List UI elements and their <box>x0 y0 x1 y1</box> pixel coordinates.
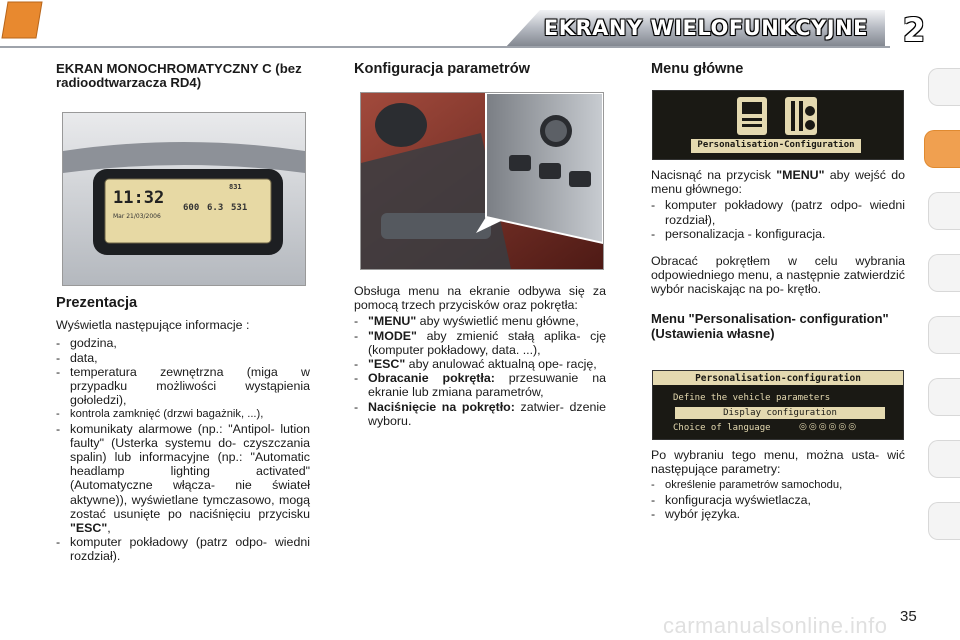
trip-value-2: 600 <box>183 203 200 213</box>
main-menu-screen <box>652 90 904 160</box>
parameters-list <box>651 478 905 521</box>
menu-option: Define the vehicle parameters <box>673 393 831 403</box>
chapter-tab[interactable] <box>928 316 960 354</box>
list-item: - konfiguracja wyświetlacza, <box>651 492 811 507</box>
screen-title: Personalisation-configuration <box>695 373 861 384</box>
list-item: - kontrola zamknięć (drzwi bagażnik, ...), <box>56 408 264 421</box>
buttons-list <box>354 314 606 428</box>
section-heading: EKRAN MONOCHROMATYCZNY C (bez radioodtwarzacza RD4) <box>56 61 302 90</box>
chapter-tab[interactable] <box>928 192 960 230</box>
paragraph: Obracać pokrętłem w celu wybrania odpowiedniego menu, a następnie zatwierdzić wybór naciskając na po- krętło. <box>651 254 905 297</box>
paragraph: Po wybraniu tego menu, można usta- wić następujące parametry: <box>651 448 905 477</box>
list-item: - "MODE" aby zmienić stałą aplika- cję (komputer pokładowy, data. ...), <box>354 328 606 357</box>
personalisation-screen <box>652 370 904 440</box>
display-photo <box>62 112 306 286</box>
list-item: - personalizacja - konfiguracja. <box>651 226 826 241</box>
presentation-section <box>56 296 310 564</box>
chapter-tabs <box>928 68 960 588</box>
trip-value-1: 831 <box>229 183 242 191</box>
subsection-title: Prezentacja <box>56 295 138 311</box>
menu-selection-label: Personalisation-Configuration <box>697 140 855 150</box>
menu-option-selected: Display configuration <box>723 408 837 418</box>
language-flags-icon: ◎◎◎◎◎◎ <box>799 422 859 432</box>
chapter-tab[interactable] <box>928 502 960 540</box>
console-buttons-photo <box>360 92 604 270</box>
subsection-title: Menu "Personalisation- configuration" (Ustawienia własne) <box>651 310 889 341</box>
page-title: EKRANY WIELOFUNKCYJNE <box>543 16 868 40</box>
list-item: - komputer pokładowy (patrz odpo- wiedni rozdział), <box>651 198 905 227</box>
paragraph: Nacisnąć na przycisk "MENU" aby wejść do menu głównego: <box>651 168 905 197</box>
list-item: - komunikaty alarmowe (np.: "Antipol- lution faulty" (Usterka systemu do- czyszczania spalin) lub informacyjne (np.: "Automatic headlamp lighting activated" (Automatyczne włącza- nie świateł aktywne)), wyświetlane tymczasowo, mogą zostać usunięte po naciśnięciu przycisku "ESC", <box>56 421 310 536</box>
chapter-tab[interactable] <box>928 440 960 478</box>
main-menu-text <box>651 168 905 341</box>
chapter-number: 2 <box>902 11 926 49</box>
list-item: - godzina, <box>56 336 117 351</box>
info-list <box>56 336 310 563</box>
trip-value-4: 531 <box>231 203 248 213</box>
chapter-badge <box>0 0 44 40</box>
page-header <box>0 0 960 52</box>
chapter-tab[interactable] <box>928 254 960 292</box>
list-item: - data, <box>56 350 98 365</box>
menu-option: Choice of language <box>673 423 771 433</box>
paragraph: Obsługa menu na ekranie odbywa się za pomocą trzech przycisków oraz pokrętła: <box>354 284 606 313</box>
list-item: - Obracanie pokrętła: przesuwanie na ekranie lub zmiana parametrów, <box>354 371 607 400</box>
section-heading: Konfiguracja parametrów <box>354 61 530 77</box>
personalisation-text <box>651 448 905 521</box>
trip-value-3: 6.3 <box>207 203 224 213</box>
chapter-tab[interactable] <box>928 378 960 416</box>
list-item: - komputer pokładowy (patrz odpo- wiedni rozdział). <box>56 535 310 564</box>
clock-readout: 11:32 <box>113 188 165 208</box>
list-item: - wybór języka. <box>651 506 741 521</box>
list-item: - określenie parametrów samochodu, <box>651 479 843 492</box>
list-item: - temperatura zewnętrzna (miga w przypadku możliwości wystąpienia gołoledzi), <box>56 364 310 408</box>
list-item: - Naciśnięcie na pokrętło: zatwier- dzenie wyboru. <box>354 399 606 428</box>
watermark: carmanualsonline.info <box>663 613 888 638</box>
section-heading: Menu główne <box>651 61 744 77</box>
date-readout: Mar 21/03/2006 <box>113 213 161 220</box>
configuration-text <box>354 284 606 428</box>
list-item: - "ESC" aby anulować aktualną ope- rację, <box>354 357 597 372</box>
list-item: - "MENU" aby wyświetlić menu główne, <box>354 314 579 329</box>
column-monochrome-display <box>56 62 310 90</box>
column-configuration <box>354 62 606 76</box>
page-number: 35 <box>900 608 917 625</box>
menu-list <box>651 198 905 241</box>
column-main-menu <box>651 62 905 76</box>
chapter-tab[interactable] <box>928 68 960 106</box>
paragraph: Wyświetla następujące informacje : <box>56 318 250 333</box>
chapter-tab-active[interactable] <box>924 130 960 168</box>
